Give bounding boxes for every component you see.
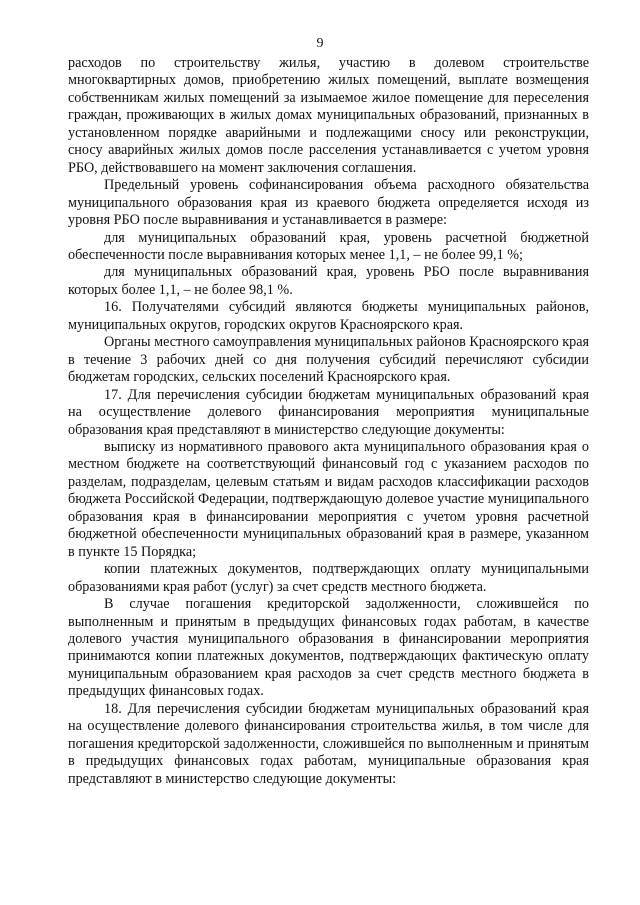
paragraph-budget-extract: выписку из нормативного правового акта муниципального образования края о местном бюджете на соответствующий финансовый год с указанием расходов по разделам, подразделам, целевым статьям и видам расходов классификации расходов бюджета Российской Федерации, подтверждающую долевое участие муниципального образования края в финансировании мероприятия с учетом уровня расчетной бюджетной обеспеченности муниципальных образований края в размере, указанном в пункте 15 Порядка;	[68, 438, 589, 560]
paragraph-rbo-above-threshold: для муниципальных образований края, уровень РБО после выравнивания которых более 1,1, – не более 98,1 %.	[68, 264, 589, 298]
paragraph-housing-expenses: расходов по строительству жилья, участию в долевом строительстве многоквартирных домов, приобретению жилых помещений, выплате возмещения собственникам жилых помещений за изымаемое жилое помещение для переселения граждан, проживающих в жилых домах муниципальных образований, признанных в установленном порядке аварийными и подлежащими сносу или реконструкции, сносу аварийных жилых домов после расселения устанавливается с учетом уровня РБО, действовавшего на момент заключения соглашения.	[68, 55, 589, 176]
paragraph-local-authorities: Органы местного самоуправления муниципальных районов Красноярского края в течение 3 рабочих дней со дня получения субсидий перечисляют субсидии бюджетам городских, сельских поселений Красноярского края.	[68, 334, 590, 386]
paragraph-cofinancing-limit: Предельный уровень софинансирования объема расходного обязательства муниципального образования края из краевого бюджета определяется исходя из уровня РБО после выравнивания и устанавливается в размере:	[68, 177, 589, 229]
document-body	[68, 55, 589, 788]
paragraph-payment-copies: копии платежных документов, подтверждающих оплату муниципальными образованиями края работ (услуг) за счет средств местного бюджета.	[68, 561, 589, 595]
paragraph-debt-repayment: В случае погашения кредиторской задолженности, сложившейся по выполненным и принятым в предыдущих финансовых годах работам, в качестве долевого участия муниципального образования в финансировании мероприятия принимаются копии платежных документов, подтверждающих фактическую оплату муниципальным образованием края расходов за счет средств местного бюджета в предыдущих финансовых годах.	[68, 596, 589, 700]
page-number: 9	[316, 36, 324, 51]
paragraph-clause-18: 18. Для перечисления субсидии бюджетам муниципальных образований края на осуществление долевого финансирования строительства жилья, в том числе для погашения кредиторской задолженности, сложившейся по выполненным и принятым в предыдущих финансовых годах работам, муниципальные образования края представляют в министерство следующие документы:	[68, 700, 589, 787]
paragraph-clause-17: 17. Для перечисления субсидии бюджетам муниципальных образований края на осуществление долевого финансирования мероприятия муниципальные образования края представляют в министерство следующие документы:	[68, 386, 589, 438]
paragraph-rbo-below-threshold: для муниципальных образований края, уровень расчетной бюджетной обеспеченности после выравнивания которых менее 1,1, – не более 99,1 %;	[68, 229, 589, 263]
paragraph-clause-16: 16. Получателями субсидий являются бюджеты муниципальных районов, муниципальных округов, городских округов Красноярского края.	[68, 299, 589, 333]
